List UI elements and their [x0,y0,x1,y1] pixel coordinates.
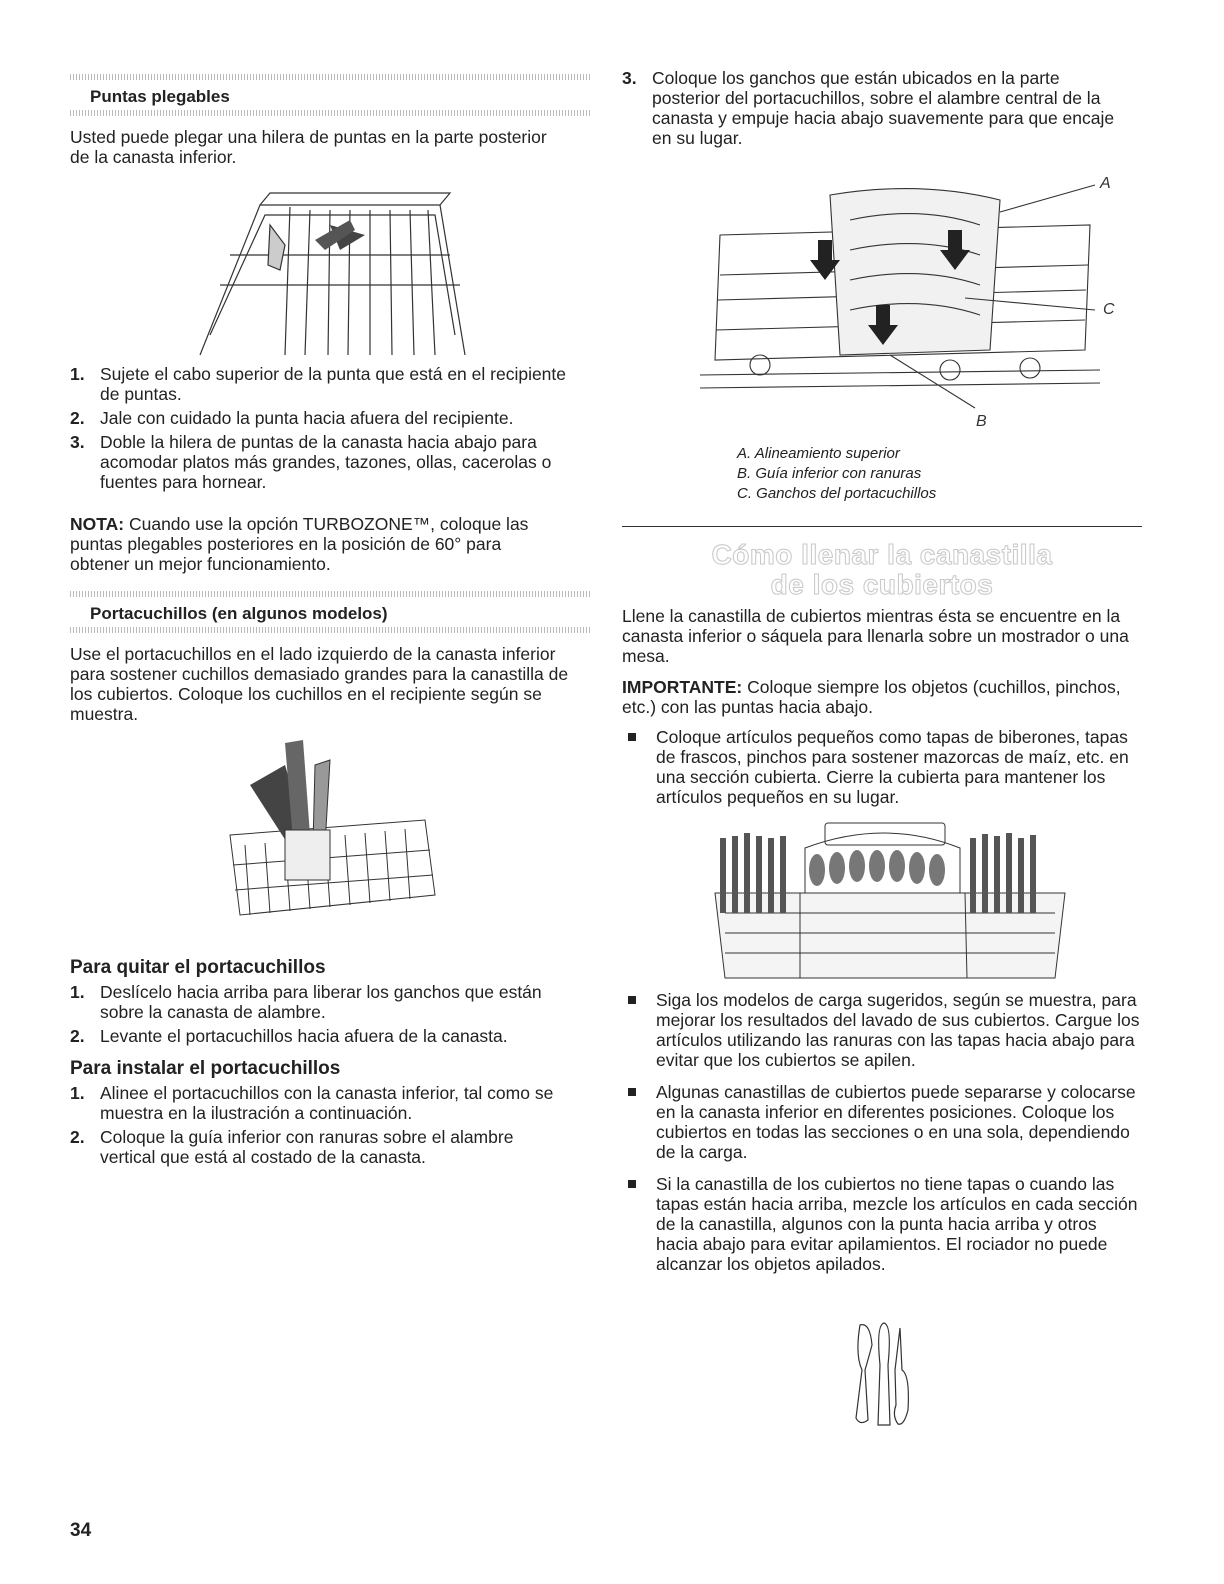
list-item: Siga los modelos de carga sugeridos, según se muestra, para mejorar los resultados del lavado de sus cubiertos. Cargue los artículos utilizando las ranuras con las tapas hacia abajo para evitar que los cubiertos se apilen. [622,990,1142,1070]
knife-holder-installation-figure [700,170,1120,435]
list-item: Si la canastilla de los cubiertos no tiene tapas o cuando las tapas están hacia arriba, mezcle los artículos en cada sección de la canastilla, algunos con la punta hacia arriba y otros hacia abajo para evitar apilamientos. El rociador no puede alcanzar los objetos apilados. [622,1174,1142,1274]
caption: C. Ganchos del portacuchillos [737,485,937,502]
section-rule [70,591,590,597]
divider [622,526,1142,527]
section-rule [70,110,590,116]
section-title: Cómo llenar la canastilla de los cubiertos [711,539,1053,600]
list-item: 2. Jale con cuidado la punta hacia afuera del recipiente. [70,408,514,428]
install-heading: Para instalar el portacuchillos [70,1058,341,1079]
list-item: 3. Doble la hilera de puntas de la canasta hacia abajo para acomodar platos más grandes, tazones, ollas, cacerolas o fuentes para hornear. [70,432,552,492]
portacuchillos-heading: Portacuchillos (en algunos modelos) [90,604,388,623]
list-item: 2. Coloque la guía inferior con ranuras sobre el alambre vertical que está al costado de la canasta. [70,1127,514,1167]
figure-label-b: B [976,413,987,430]
page-number: 34 [70,1520,92,1541]
list-item: 2. Levante el portacuchillos hacia afuera de la canasta. [70,1026,508,1046]
puntas-heading: Puntas plegables [90,87,230,106]
list-item: 1. Sujete el cabo superior de la punta que está en el recipiente de puntas. [70,364,567,404]
silverware-basket-illustration [705,818,1075,983]
figure-label-a: A [1100,175,1111,192]
knife-holder-illustration [225,735,445,935]
caption: B. Guía inferior con ranuras [737,465,922,482]
cutlery-illustration [850,1320,920,1430]
caption: A. Alineamiento superior [737,445,900,462]
caption-list [737,444,936,504]
list-item: Algunas canastillas de cubiertos puede separarse y colocarse en la canasta inferior en diferentes posiciones. Coloque los cubiertos en todas las secciones o en una sola, dependiendo de la carga. [622,1082,1142,1162]
portacuchillos-intro: Use el portacuchillos en el lado izquierdo de la canasta inferior para sostener cuchillos demasiado grandes para la canastilla de los cubiertos. Coloque los cuchillos en el recipiente según se muestra. [70,644,569,724]
important-note: IMPORTANTE: Coloque siempre los objetos (cuchillos, pinchos, etc.) con las puntas hacia abajo. [622,677,1121,717]
figure-label-c: C [1103,301,1115,318]
puntas-note: NOTA: Cuando use la opción TURBOZONE™, coloque las puntas plegables posteriores en la posición de 60° para obtener un mejor funcionamiento. [70,514,529,574]
puntas-intro: Usted puede plegar una hilera de puntas en la parte posterior de la canasta inferior. [70,127,547,167]
list-item: Coloque artículos pequeños como tapas de biberones, tapas de frascos, pinchos para sostener mazorcas de maíz, etc. en una sección cubierta. Cierre la cubierta para mantener los artículos pequeños en su lugar. [622,727,1142,807]
section-rule [70,627,590,633]
remove-heading: Para quitar el portacuchillos [70,957,326,978]
fill-intro: Llene la canastilla de cubiertos mientras ésta se encuentre en la canasta inferior o sáquela para llenarla sobre un mostrador o una mesa. [622,606,1129,666]
section-rule [70,74,590,80]
list-item: 1. Alinee el portacuchillos con la canasta inferior, tal como se muestra en la ilustración a continuación. [70,1083,554,1123]
list-item: 3. Coloque los ganchos que están ubicados en la parte posterior del portacuchillos, sobre el alambre central de la canasta y empuje hacia abajo suavemente para que encaje en su lugar. [622,68,1115,148]
list-item: 1. Deslícelo hacia arriba para liberar los ganchos que están sobre la canasta de alambre. [70,982,542,1022]
tines-illustration [190,185,480,360]
